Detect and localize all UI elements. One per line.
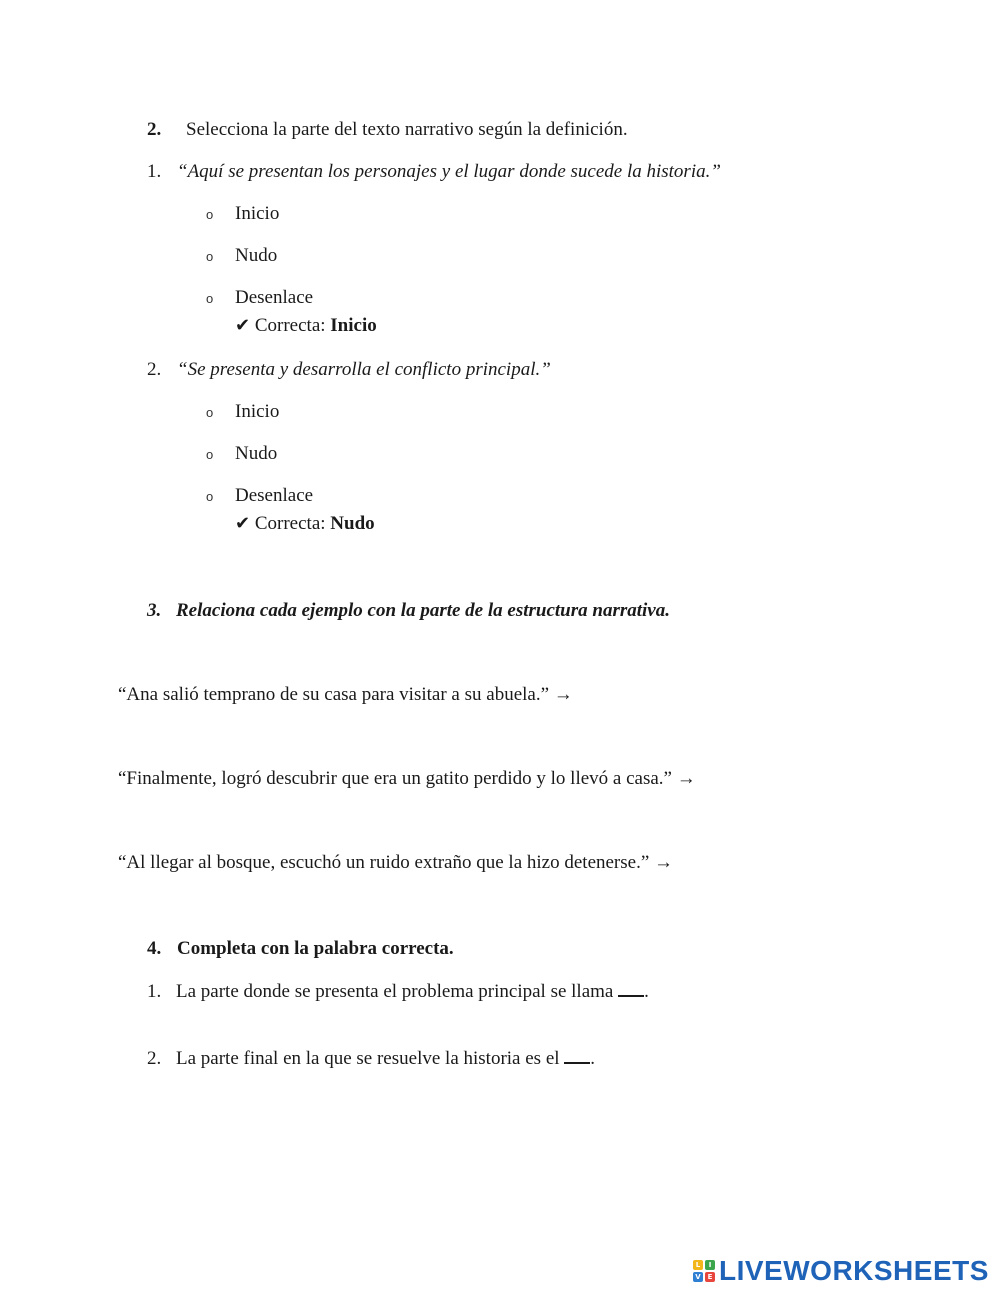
option-bullet-icon: o — [206, 405, 214, 420]
question-1-option-nudo[interactable]: Nudo — [235, 245, 278, 266]
question-2-prompt: “Se presenta y desarrolla el conflicto principal.” — [177, 359, 551, 380]
section-2-instruction: Selecciona la parte del texto narrativo según la definición. — [186, 119, 628, 140]
section-3-title: Relaciona cada ejemplo con la parte de la estructura narrativa. — [176, 600, 670, 621]
question-2-option-inicio[interactable]: Inicio — [235, 401, 280, 422]
option-bullet-icon: o — [206, 207, 214, 222]
logo-block: V — [693, 1272, 703, 1282]
fill-item-end: . — [590, 1048, 596, 1069]
answer-value: Nudo — [330, 513, 375, 534]
logo-block: L — [693, 1260, 703, 1270]
fill-item-end: . — [644, 981, 649, 1002]
answer-value: Inicio — [330, 315, 377, 336]
fill-item-1 — [176, 981, 649, 1003]
question-1-option-inicio[interactable]: Inicio — [235, 203, 280, 224]
logo-text: LIVEWORKSHEETS — [719, 1255, 989, 1286]
checkmark-icon: ✔ — [235, 513, 251, 534]
answer-label: Correcta: — [254, 315, 326, 336]
question-1-number: 1. — [147, 161, 162, 182]
section-4-number: 4. — [147, 938, 162, 959]
fill-item-2 — [176, 1048, 595, 1070]
option-bullet-icon: o — [206, 291, 214, 306]
fill-item-2-number: 2. — [147, 1048, 162, 1069]
example-1: “Ana salió temprano de su casa para visitar a su abuela.” → — [118, 684, 573, 705]
section-4-title: Completa con la palabra correcta. — [177, 938, 454, 959]
question-2-number: 2. — [147, 359, 162, 380]
fill-item-text: La parte donde se presenta el problema principal se llama — [176, 981, 614, 1002]
answer-label: Correcta: — [254, 513, 326, 534]
question-1-answer-key — [235, 315, 377, 337]
question-1-prompt: “Aquí se presentan los personajes y el lugar donde sucede la historia.” — [177, 161, 721, 182]
answer-blank[interactable] — [618, 981, 644, 997]
answer-blank[interactable] — [564, 1048, 590, 1064]
logo-blocks-icon — [693, 1260, 715, 1282]
checkmark-icon: ✔ — [235, 315, 251, 336]
logo-block: E — [705, 1272, 715, 1282]
option-bullet-icon: o — [206, 249, 214, 264]
fill-item-1-number: 1. — [147, 981, 162, 1002]
example-2: “Finalmente, logró descubrir que era un gatito perdido y lo llevó a casa.” → — [118, 768, 696, 789]
question-2-answer-key — [235, 513, 375, 535]
section-2-number: 2. — [147, 119, 162, 140]
question-1-option-desenlace[interactable]: Desenlace — [235, 287, 314, 308]
option-bullet-icon: o — [206, 489, 214, 504]
liveworksheets-logo — [693, 1255, 989, 1287]
question-2-option-nudo[interactable]: Nudo — [235, 443, 278, 464]
section-3-number: 3. — [147, 600, 162, 621]
logo-block: I — [705, 1260, 715, 1270]
example-3: “Al llegar al bosque, escuchó un ruido extraño que la hizo detenerse.” → — [118, 852, 674, 873]
fill-item-text: La parte final en la que se resuelve la historia es el — [176, 1048, 560, 1069]
option-bullet-icon: o — [206, 447, 214, 462]
question-2-option-desenlace[interactable]: Desenlace — [235, 485, 314, 506]
